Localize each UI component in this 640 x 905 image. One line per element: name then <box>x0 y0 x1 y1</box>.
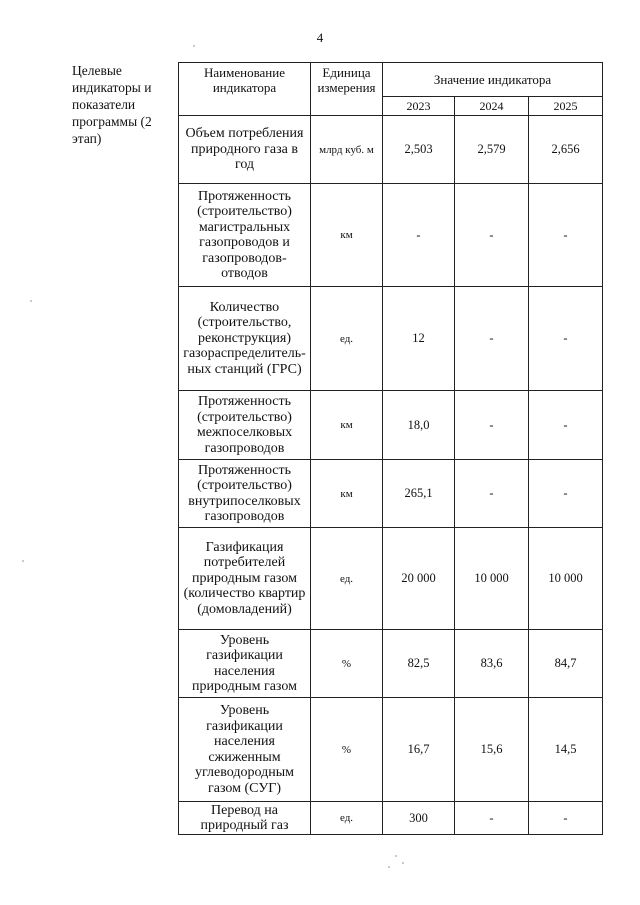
value-2023: 16,7 <box>383 698 455 802</box>
value-2024: - <box>455 287 529 391</box>
value-2024: - <box>455 184 529 287</box>
indicator-unit: ед. <box>311 287 383 391</box>
table-row <box>179 630 603 698</box>
scan-speck <box>388 866 390 868</box>
page-number: 4 <box>316 30 324 45</box>
value-2025: 10 000 <box>529 528 603 630</box>
value-2024: - <box>455 802 529 835</box>
table-row <box>179 116 603 184</box>
value-2025: 14,5 <box>529 698 603 802</box>
indicator-unit: ед. <box>311 802 383 835</box>
value-2025: - <box>529 802 603 835</box>
header-year-2023: 2023 <box>383 97 455 116</box>
indicator-name: Протяженность (строительство) магистральных газопроводов и газопроводов-отводов <box>179 184 311 287</box>
value-2023: 300 <box>383 802 455 835</box>
indicator-name: Газификация потребителей природным газом (количество квартир (домовладений) <box>179 528 311 630</box>
indicator-name: Количество (строительство, реконструкция) газораспределитель-ных станций (ГРС) <box>179 287 311 391</box>
header-year-2024: 2024 <box>455 97 529 116</box>
indicator-name: Протяженность (строительство) межпоселковых газопроводов <box>179 391 311 460</box>
header-year-2025: 2025 <box>529 97 603 116</box>
scan-speck <box>22 560 24 562</box>
value-2024: - <box>455 391 529 460</box>
indicator-name: Уровень газификации населения природным газом <box>179 630 311 698</box>
value-2023: 12 <box>383 287 455 391</box>
header-unit: Единица измерения <box>311 63 383 116</box>
table-row <box>179 802 603 835</box>
value-2025: 2,656 <box>529 116 603 184</box>
indicator-unit: млрд куб. м <box>311 116 383 184</box>
value-2023: 18,0 <box>383 391 455 460</box>
scan-speck <box>193 45 195 47</box>
indicator-unit: % <box>311 630 383 698</box>
indicator-unit: % <box>311 698 383 802</box>
indicator-unit: ед. <box>311 528 383 630</box>
scan-speck <box>395 855 397 857</box>
indicator-unit: км <box>311 391 383 460</box>
table-row <box>179 528 603 630</box>
value-2023: 20 000 <box>383 528 455 630</box>
section-label: Целевые индикаторы и показатели программы (2 этап) <box>72 63 152 146</box>
table-row <box>179 287 603 391</box>
indicators-table <box>178 62 603 835</box>
value-2024: 2,579 <box>455 116 529 184</box>
value-2024: 83,6 <box>455 630 529 698</box>
indicator-unit: км <box>311 460 383 528</box>
indicator-name: Объем потребления природного газа в год <box>179 116 311 184</box>
value-2025: - <box>529 184 603 287</box>
value-2025: - <box>529 287 603 391</box>
scan-speck <box>402 862 404 864</box>
value-2023: 82,5 <box>383 630 455 698</box>
value-2024: - <box>455 460 529 528</box>
indicator-unit: км <box>311 184 383 287</box>
value-2023: 265,1 <box>383 460 455 528</box>
scan-speck <box>30 300 32 302</box>
indicator-name: Перевод на природный газ <box>179 802 311 835</box>
header-name: Наименование индикатора <box>179 63 311 116</box>
value-2025: - <box>529 391 603 460</box>
value-2024: 10 000 <box>455 528 529 630</box>
value-2025: 84,7 <box>529 630 603 698</box>
value-2023: 2,503 <box>383 116 455 184</box>
table-row <box>179 460 603 528</box>
value-2023: - <box>383 184 455 287</box>
value-2025: - <box>529 460 603 528</box>
table-row <box>179 698 603 802</box>
indicator-name: Уровень газификации населения сжиженным углеводородным газом (СУГ) <box>179 698 311 802</box>
table-row <box>179 391 603 460</box>
value-2024: 15,6 <box>455 698 529 802</box>
header-value: Значение индикатора <box>383 63 603 97</box>
table-row <box>179 184 603 287</box>
indicator-name: Протяженность (строительство) внутрипоселковых газопроводов <box>179 460 311 528</box>
